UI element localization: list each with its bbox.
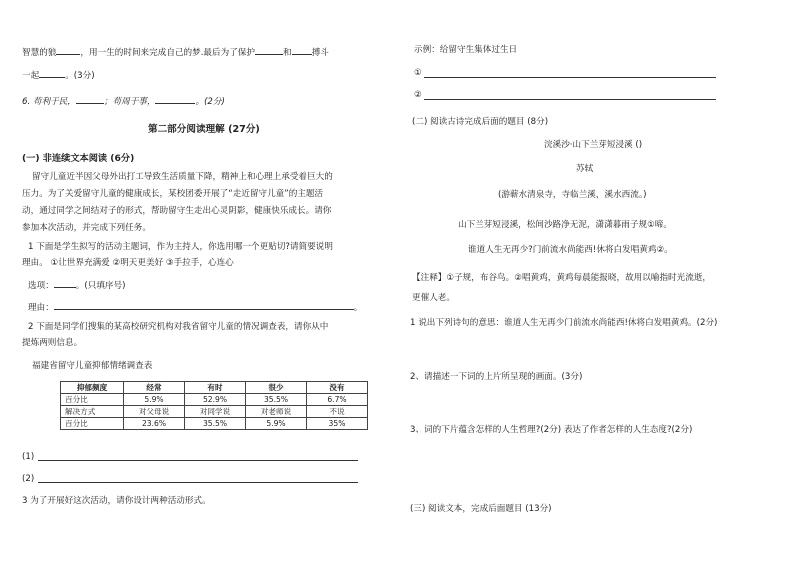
question-1-line2: 理由。 ①让世界充满爱 ②明天更美好 ③手拉手，心连心 <box>22 258 234 268</box>
option-label-2: ② <box>414 90 422 100</box>
table-row <box>61 418 368 430</box>
table-header-cell: 经常 <box>124 382 185 394</box>
intro-para-line: 留守儿童近半因父母外出打工导致生活质量下降，精神上和心理上承受着巨大的 <box>32 172 333 182</box>
table-header-cell: 很少 <box>246 382 307 394</box>
blank[interactable] <box>155 94 195 104</box>
intro-para-line: 动，通过同学之间结对子的形式，帮助留守生走出心灵阴影，健康快乐成长。请你 <box>22 206 332 216</box>
table-cell: 35% <box>307 418 368 430</box>
poem-author: 苏轼 <box>576 164 594 174</box>
question-2-line2: 提炼两则信息。 <box>22 338 83 348</box>
intro-para-line: 参加本次活动，并完成下列任务。 <box>22 223 151 233</box>
question-2-line1: 2 下面是同学们搜集的某高校研究机构对我省留守儿童的情况调查表，请你从中 <box>28 322 329 332</box>
table-cell: 百分比 <box>61 418 124 430</box>
table-cell: 5.9% <box>124 394 185 406</box>
table-header-row <box>61 382 368 394</box>
answer-line-1[interactable] <box>38 460 358 461</box>
blank[interactable] <box>292 45 312 55</box>
table-cell: 解决方式 <box>61 406 124 418</box>
table-cell: 52.9% <box>185 394 246 406</box>
poem-line: 谁道人生无再少?门前流水尚能西!休将白发唱黄鸡②。 <box>468 245 673 255</box>
choice-blank[interactable] <box>54 278 76 288</box>
table-cell: 不说 <box>307 406 368 418</box>
table-header-cell: 抑郁频度 <box>61 382 124 394</box>
poem-notes-line1: 【注释】①子规，布谷鸟。②唱黄鸡，黄鸡每晨能报晓，故用以喻指时光流逝， <box>412 273 712 283</box>
poem-question-3: 3、词的下片蕴含怎样的人生哲理?(2分) 表达了作者怎样的人生态度?(2分) <box>410 425 693 435</box>
continued-question-line1: 智慧的狼 ，用一生的时间来完成自己的梦.最后为了保护 和 搏斗 <box>22 45 329 59</box>
poem-preface: (游蕲水清泉寺，寺临兰溪，溪水西流。) <box>498 190 647 200</box>
question-6: 6. 苟利于民， ；苟周于事， 。(2分) <box>22 94 225 108</box>
table-header-cell: 没有 <box>307 382 368 394</box>
table-cell: 23.6% <box>124 418 185 430</box>
section2-title: (二) 阅读古诗完成后面的题目 (8分) <box>412 117 549 127</box>
blank[interactable] <box>56 45 80 55</box>
table-cell: 6.7% <box>307 394 368 406</box>
blank[interactable] <box>39 68 65 78</box>
q1-choice-row: 选项： 。(只填序号) <box>28 278 125 292</box>
table-cell: 对老师说 <box>246 406 307 418</box>
poem-line: 山下兰芽短浸溪，松间沙路净无泥，潇潇暮雨子规①啼。 <box>458 220 672 230</box>
section3-title: (三) 阅读文本，完成后面题目 (13分) <box>410 504 552 514</box>
part2-title: 第二部分阅读理解 (27分) <box>148 124 260 135</box>
table-cell: 5.9% <box>246 418 307 430</box>
blank[interactable] <box>76 94 104 104</box>
answer-label-1: (1) <box>22 452 35 462</box>
table-cell: 对同学说 <box>185 406 246 418</box>
continued-question-line2: 一起 。(3分) <box>22 68 95 82</box>
answer-line-2[interactable] <box>38 482 358 483</box>
q1-reason-row: 理由： 。 <box>28 300 362 314</box>
section1-title: (一) 非连续文本阅读 (6分) <box>22 153 135 164</box>
poem-question-1: 1 说出下列诗句的意思：谁道人生无再少门前流水尚能西!休将白发唱黄鸡。(2分) <box>410 318 718 328</box>
option-answer-line-2[interactable] <box>424 99 716 100</box>
table-cell: 35.5% <box>246 394 307 406</box>
answer-label-2: (2) <box>22 474 35 484</box>
example-text: 示例：给留守生集体过生日 <box>414 45 518 55</box>
table-row <box>61 394 368 406</box>
table-row <box>61 406 368 418</box>
question-3: 3 为了开展好这次活动，请你设计两种活动形式。 <box>22 496 211 506</box>
option-answer-line-1[interactable] <box>424 77 716 78</box>
survey-table <box>60 381 368 430</box>
reason-blank[interactable] <box>54 300 354 310</box>
table-title: 福建省留守儿童抑郁情绪调查表 <box>32 361 153 371</box>
table-cell: 对父母说 <box>124 406 185 418</box>
table-header-cell: 有时 <box>185 382 246 394</box>
question-1-line1: 1 下面是学生拟写的活动主题词，作为主持人，你选用哪一个更贴切?请简要说明 <box>28 242 333 252</box>
blank[interactable] <box>255 45 283 55</box>
intro-para-line: 压力。为了关爱留守儿童的健康成长，某校团委开展了“走近留守儿童”的主题活 <box>22 189 324 199</box>
option-label-1: ① <box>414 68 422 78</box>
table-cell: 百分比 <box>61 394 124 406</box>
poem-notes-line2: 更催人老。 <box>412 293 455 303</box>
table-cell: 35.5% <box>185 418 246 430</box>
poem-question-2: 2、请描述一下词的上片所呈现的画面。(3分) <box>410 372 583 382</box>
poem-title: 浣溪沙·山下兰芽短浸溪 () <box>544 140 643 150</box>
